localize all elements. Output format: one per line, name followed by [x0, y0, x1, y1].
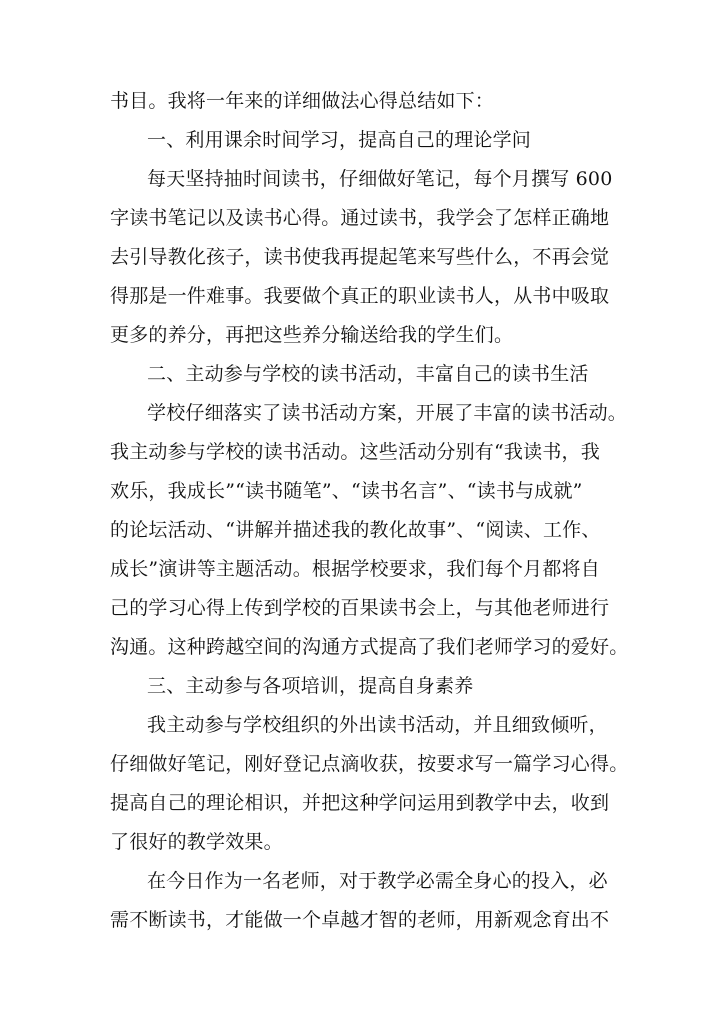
- section-heading: 三、主动参与各项培训，提高自身素养: [147, 675, 474, 697]
- paragraph-line: 书目。我将一年来的详细做法心得总结如下：: [110, 90, 495, 112]
- paragraph-line: 去引导教化孩子，读书使我再提起笔来写些什么，不再会觉: [110, 246, 610, 268]
- paragraph-line: 需不断读书，才能做一个卓越才智的老师，用新观念育出不: [110, 909, 610, 931]
- paragraph-line: 提高自己的理论相识，并把这种学问运用到教学中去，收到: [110, 792, 610, 814]
- paragraph-line: 在今日作为一名老师，对于教学必需全身心的投入，必: [147, 870, 608, 892]
- paragraph-line: 成长”演讲等主题活动。根据学校要求，我们每个月都将自: [110, 558, 600, 580]
- paragraph-line: 的论坛活动、“讲解并描述我的教化故事”、“阅读、工作、: [110, 519, 601, 541]
- paragraph-line: 了很好的教学效果。: [110, 831, 283, 853]
- paragraph-line: 更多的养分，再把这些养分输送给我的学生们。: [110, 324, 514, 346]
- paragraph-line: 我主动参与学校组织的外出读书活动，并且细致倾听，: [147, 714, 608, 736]
- paragraph-line: 每天坚持抽时间读书，仔细做好笔记，每个月撰写 600: [147, 168, 613, 190]
- paragraph-line: 我主动参与学校的读书活动。这些活动分别有“我读书，我: [110, 441, 600, 463]
- paragraph-line: 己的学习心得上传到学校的百果读书会上，与其他老师进行: [110, 597, 610, 619]
- paragraph-line: 沟通。这种跨越空间的沟通方式提高了我们老师学习的爱好。: [110, 636, 629, 658]
- paragraph-line: 学校仔细落实了读书活动方案，开展了丰富的读书活动。: [147, 402, 628, 424]
- paragraph-line: 仔细做好笔记，刚好登记点滴收获，按要求写一篇学习心得。: [110, 753, 629, 775]
- paragraph-line: 欢乐，我成长”“读书随笔”、“读书名言”、“读书与成就”: [110, 480, 583, 502]
- section-heading: 一、利用课余时间学习，提高自己的理论学问: [147, 129, 532, 151]
- paragraph-line: 得那是一件难事。我要做个真正的职业读书人，从书中吸取: [110, 285, 610, 307]
- paragraph-line: 字读书笔记以及读书心得。通过读书，我学会了怎样正确地: [110, 207, 610, 229]
- section-heading: 二、主动参与学校的读书活动，丰富自己的读书生活: [147, 363, 589, 385]
